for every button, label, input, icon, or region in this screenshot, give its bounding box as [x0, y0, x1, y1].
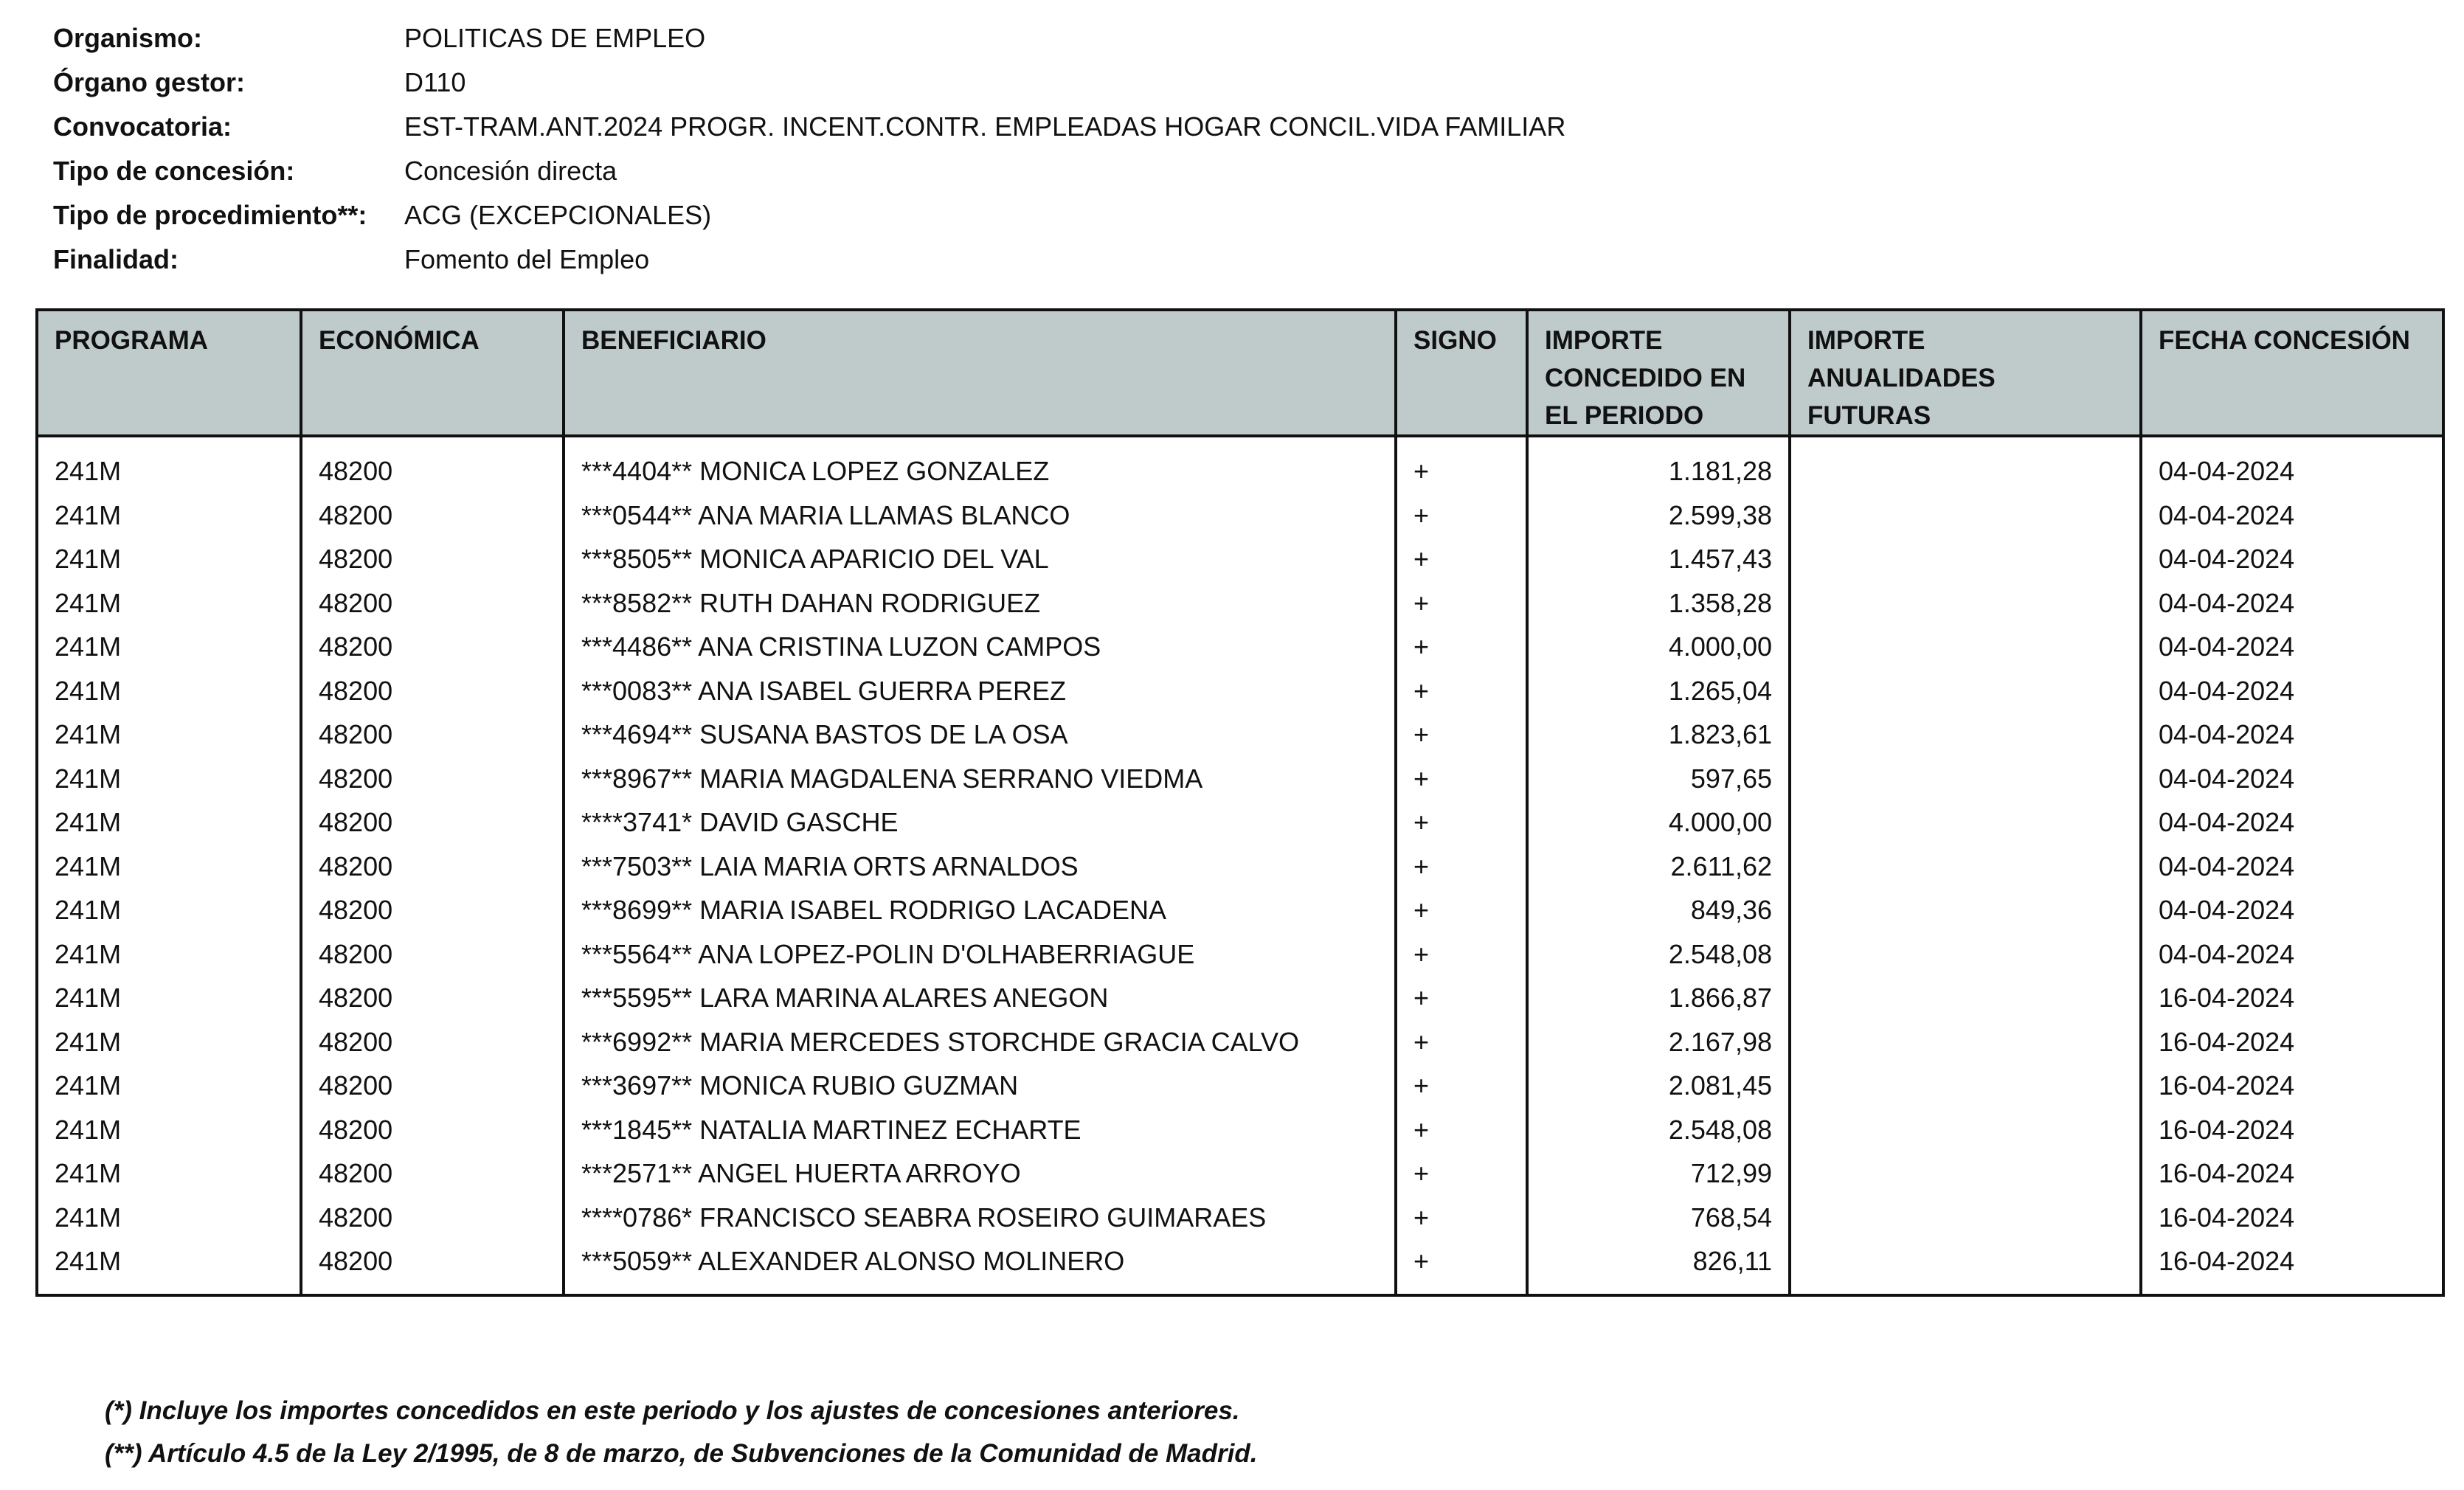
- column-header: [564, 311, 1396, 436]
- table-cell: ***5059** ALEXANDER ALONSO MOLINERO: [564, 1239, 1396, 1283]
- table-row: [38, 757, 2442, 801]
- table-cell: 1.457,43: [1527, 537, 1790, 581]
- grants-table: [38, 311, 2442, 1294]
- table-spacer-cell: [1527, 1283, 1790, 1295]
- table-cell: 241M: [38, 1064, 301, 1108]
- column-header: [1527, 311, 1790, 436]
- table-cell: 241M: [38, 625, 301, 669]
- header-row: [53, 238, 1565, 282]
- column-header: [1396, 311, 1527, 436]
- table-cell: ***1845** NATALIA MARTINEZ ECHARTE: [564, 1108, 1396, 1152]
- header-label: Convocatoria:: [53, 111, 232, 142]
- table-cell: ***8505** MONICA APARICIO DEL VAL: [564, 537, 1396, 581]
- column-header-line: SIGNO: [1413, 326, 1497, 355]
- table-cell: 241M: [38, 1020, 301, 1064]
- table-cell: 16-04-2024: [2159, 1070, 2295, 1101]
- table-cell: ***8699** MARIA ISABEL RODRIGO LACADENA: [564, 888, 1396, 932]
- table-cell: +: [1396, 669, 1527, 713]
- table-cell: 48200: [301, 888, 564, 932]
- table-spacer-cell: [564, 1283, 1396, 1295]
- table-cell: +: [1396, 581, 1527, 626]
- table-cell: 241M: [38, 537, 301, 581]
- table-cell: 04-04-2024: [2159, 631, 2295, 662]
- table-cell: 4.000,00: [1527, 800, 1790, 845]
- table-header: [38, 311, 2442, 436]
- footnote-2: (**) Artículo 4.5 de la Ley 2/1995, de 8 de marzo, de Subvenciones de la Comunidad de Madrid.: [105, 1439, 1258, 1468]
- table-cell: ***8967** MARIA MAGDALENA SERRANO VIEDMA: [564, 757, 1396, 801]
- table-cell: ***4486** ANA CRISTINA LUZON CAMPOS: [564, 625, 1396, 669]
- table-cell: 1.866,87: [1527, 976, 1790, 1020]
- table-row: [38, 976, 2442, 1020]
- table-cell: 241M: [38, 932, 301, 977]
- table-cell: [1790, 493, 2141, 538]
- table-cell: 04-04-2024: [2159, 807, 2295, 837]
- table-cell: 16-04-2024: [2159, 1158, 2295, 1188]
- table-cell: +: [1396, 800, 1527, 845]
- table-spacer-cell: [301, 1283, 564, 1295]
- header-label: Tipo de procedimiento**:: [53, 200, 367, 230]
- table-cell: 241M: [38, 713, 301, 757]
- table-cell: ***5564** ANA LOPEZ-POLIN D'OLHABERRIAGUE: [564, 932, 1396, 977]
- table-cell: 241M: [38, 800, 301, 845]
- table-row: [38, 932, 2442, 977]
- table-row: [38, 1020, 2442, 1064]
- table-spacer-cell: [38, 1283, 301, 1295]
- table-row: [38, 713, 2442, 757]
- table-cell: 04-04-2024: [2159, 456, 2295, 486]
- table-row: [38, 888, 2442, 932]
- table-cell: [1790, 845, 2141, 889]
- column-header-line: FECHA CONCESIÓN: [2159, 326, 2410, 355]
- table-cell: 48200: [301, 436, 564, 493]
- table-cell: +: [1396, 1196, 1527, 1240]
- table-cell: 04-04-2024: [2159, 719, 2295, 749]
- column-header-line: BENEFICIARIO: [581, 326, 766, 355]
- column-header: [38, 311, 301, 436]
- table-row: [38, 800, 2442, 845]
- table-cell: 48200: [301, 1108, 564, 1152]
- column-header-line: PROGRAMA: [55, 326, 209, 355]
- table-cell: +: [1396, 537, 1527, 581]
- table-cell: [1790, 757, 2141, 801]
- table-cell: 48200: [301, 537, 564, 581]
- column-header: [2141, 311, 2442, 436]
- table-cell: ****0786* FRANCISCO SEABRA ROSEIRO GUIMARAES: [564, 1196, 1396, 1240]
- table-cell: +: [1396, 493, 1527, 538]
- table-cell: +: [1396, 625, 1527, 669]
- table-cell: 241M: [38, 888, 301, 932]
- table-cell: 597,65: [1527, 757, 1790, 801]
- table-row: [38, 1196, 2442, 1240]
- header-value: EST-TRAM.ANT.2024 PROGR. INCENT.CONTR. EMPLEADAS HOGAR CONCIL.VIDA FAMILIAR: [404, 111, 1566, 142]
- table-cell: ***4694** SUSANA BASTOS DE LA OSA: [564, 713, 1396, 757]
- table-cell: 241M: [38, 757, 301, 801]
- table-cell: 241M: [38, 1196, 301, 1240]
- table-cell: 04-04-2024: [2159, 544, 2295, 574]
- table-cell: ***2571** ANGEL HUERTA ARROYO: [564, 1151, 1396, 1196]
- table-cell: ***8582** RUTH DAHAN RODRIGUEZ: [564, 581, 1396, 626]
- table-cell: 241M: [38, 436, 301, 493]
- table-cell: 48200: [301, 932, 564, 977]
- column-header-line: CONCEDIDO EN: [1545, 364, 1746, 392]
- table-cell: 2.611,62: [1527, 845, 1790, 889]
- table-cell: [1790, 976, 2141, 1020]
- table-cell: 48200: [301, 1239, 564, 1283]
- table-cell: 16-04-2024: [2159, 1202, 2295, 1233]
- header-row: [53, 193, 1565, 238]
- header-row: [53, 149, 1565, 193]
- table-cell: 48200: [301, 713, 564, 757]
- table-cell: 2.167,98: [1527, 1020, 1790, 1064]
- table-cell: [1790, 1196, 2141, 1240]
- table-row: [38, 537, 2442, 581]
- column-header-line: FUTURAS: [1807, 401, 1931, 430]
- table-cell: [1790, 436, 2141, 493]
- table-row: [38, 845, 2442, 889]
- table-row: [38, 1239, 2442, 1283]
- column-header-line: IMPORTE: [1545, 326, 1663, 355]
- header-row: [53, 105, 1565, 149]
- table-cell: ***3697** MONICA RUBIO GUZMAN: [564, 1064, 1396, 1108]
- table-cell: +: [1396, 932, 1527, 977]
- table-cell: [1790, 625, 2141, 669]
- header-label: Tipo de concesión:: [53, 156, 295, 186]
- table-cell: +: [1396, 436, 1527, 493]
- table-body: [38, 436, 2442, 1294]
- table-cell: 16-04-2024: [2159, 1026, 2295, 1057]
- table-cell: 2.081,45: [1527, 1064, 1790, 1108]
- table-cell: +: [1396, 1151, 1527, 1196]
- table-cell: 241M: [38, 1151, 301, 1196]
- table-cell: 768,54: [1527, 1196, 1790, 1240]
- table-cell: 04-04-2024: [2159, 850, 2295, 881]
- table-cell: 48200: [301, 1064, 564, 1108]
- table-cell: 826,11: [1527, 1239, 1790, 1283]
- header-info: [53, 16, 1565, 282]
- table-cell: 16-04-2024: [2159, 983, 2295, 1013]
- table-cell: +: [1396, 888, 1527, 932]
- table-cell: +: [1396, 713, 1527, 757]
- table-row: [38, 436, 2442, 493]
- table-cell: [1790, 713, 2141, 757]
- table-cell: 04-04-2024: [2159, 895, 2295, 925]
- column-header-line: ECONÓMICA: [319, 326, 480, 355]
- table-cell: ***5595** LARA MARINA ALARES ANEGON: [564, 976, 1396, 1020]
- table-spacer-cell: [1790, 1283, 2141, 1295]
- table-cell: 16-04-2024: [2159, 1246, 2295, 1276]
- table-cell: 48200: [301, 845, 564, 889]
- table-cell: +: [1396, 1020, 1527, 1064]
- header-value: Concesión directa: [404, 156, 617, 186]
- table-cell: ***0544** ANA MARIA LLAMAS BLANCO: [564, 493, 1396, 538]
- table-cell: 4.000,00: [1527, 625, 1790, 669]
- table-cell: +: [1396, 1064, 1527, 1108]
- table-cell: 48200: [301, 581, 564, 626]
- header-row: [53, 60, 1565, 105]
- header-label: Órgano gestor:: [53, 67, 246, 97]
- footnotes: [105, 1390, 1257, 1475]
- table-cell: 712,99: [1527, 1151, 1790, 1196]
- table-cell: +: [1396, 845, 1527, 889]
- table-cell: [1790, 537, 2141, 581]
- table-cell: 1.823,61: [1527, 713, 1790, 757]
- column-header: [301, 311, 564, 436]
- table-cell: 241M: [38, 845, 301, 889]
- column-header-line: IMPORTE: [1807, 326, 1925, 355]
- table-cell: 48200: [301, 1020, 564, 1064]
- table-cell: 04-04-2024: [2159, 763, 2295, 794]
- table-cell: 241M: [38, 1239, 301, 1283]
- table-cell: [1790, 1064, 2141, 1108]
- table-cell: 48200: [301, 1151, 564, 1196]
- table-row: [38, 1108, 2442, 1152]
- grants-table-container: [35, 308, 2445, 1297]
- table-cell: [1790, 581, 2141, 626]
- table-row: [38, 625, 2442, 669]
- table-cell: 849,36: [1527, 888, 1790, 932]
- table-header-row: [38, 311, 2442, 436]
- table-cell: 48200: [301, 625, 564, 669]
- column-header-line: ANUALIDADES: [1807, 364, 1996, 392]
- table-spacer-row: [38, 1283, 2442, 1295]
- table-cell: 241M: [38, 493, 301, 538]
- table-cell: 04-04-2024: [2159, 587, 2295, 618]
- table-cell: ***0083** ANA ISABEL GUERRA PEREZ: [564, 669, 1396, 713]
- table-cell: 48200: [301, 757, 564, 801]
- table-spacer-cell: [1396, 1283, 1527, 1295]
- table-spacer-cell: [2141, 1283, 2442, 1295]
- table-cell: 04-04-2024: [2159, 938, 2295, 969]
- table-cell: 48200: [301, 493, 564, 538]
- header-value: D110: [404, 67, 466, 97]
- header-value: ACG (EXCEPCIONALES): [404, 200, 712, 230]
- table-cell: 2.548,08: [1527, 1108, 1790, 1152]
- table-cell: 48200: [301, 800, 564, 845]
- table-cell: 241M: [38, 976, 301, 1020]
- table-cell: 241M: [38, 669, 301, 713]
- table-cell: [1790, 800, 2141, 845]
- table-cell: 241M: [38, 581, 301, 626]
- column-header-line: EL PERIODO: [1545, 401, 1704, 430]
- header-label: Organismo:: [53, 23, 203, 53]
- table-cell: 16-04-2024: [2159, 1114, 2295, 1145]
- table-cell: 04-04-2024: [2159, 499, 2295, 530]
- header-label: Finalidad:: [53, 244, 179, 274]
- table-row: [38, 669, 2442, 713]
- header-value: Fomento del Empleo: [404, 244, 650, 274]
- table-cell: 241M: [38, 1108, 301, 1152]
- table-cell: [1790, 932, 2141, 977]
- table-cell: +: [1396, 976, 1527, 1020]
- table-cell: [1790, 1108, 2141, 1152]
- table-cell: ***7503** LAIA MARIA ORTS ARNALDOS: [564, 845, 1396, 889]
- table-cell: 1.181,28: [1527, 436, 1790, 493]
- table-cell: [1790, 669, 2141, 713]
- table-cell: ***6992** MARIA MERCEDES STORCHDE GRACIA CALVO: [564, 1020, 1396, 1064]
- table-row: [38, 493, 2442, 538]
- table-cell: 48200: [301, 976, 564, 1020]
- table-cell: +: [1396, 1108, 1527, 1152]
- table-cell: ***4404** MONICA LOPEZ GONZALEZ: [564, 436, 1396, 493]
- table-cell: [1790, 1020, 2141, 1064]
- table-row: [38, 581, 2442, 626]
- table-cell: ****3741* DAVID GASCHE: [564, 800, 1396, 845]
- table-row: [38, 1151, 2442, 1196]
- table-cell: 48200: [301, 1196, 564, 1240]
- table-row: [38, 1064, 2442, 1108]
- column-header: [1790, 311, 2141, 436]
- table-cell: [1790, 1239, 2141, 1283]
- header-value: POLITICAS DE EMPLEO: [404, 23, 706, 53]
- table-cell: 2.599,38: [1527, 493, 1790, 538]
- table-cell: +: [1396, 757, 1527, 801]
- table-cell: 1.358,28: [1527, 581, 1790, 626]
- table-cell: 04-04-2024: [2159, 675, 2295, 706]
- header-row: [53, 16, 1565, 60]
- table-cell: +: [1396, 1239, 1527, 1283]
- footnote-1: (*) Incluye los importes concedidos en este periodo y los ajustes de concesiones anteriores.: [105, 1396, 1240, 1425]
- table-cell: 2.548,08: [1527, 932, 1790, 977]
- table-cell: 48200: [301, 669, 564, 713]
- table-cell: [1790, 888, 2141, 932]
- table-cell: 1.265,04: [1527, 669, 1790, 713]
- table-cell: [1790, 1151, 2141, 1196]
